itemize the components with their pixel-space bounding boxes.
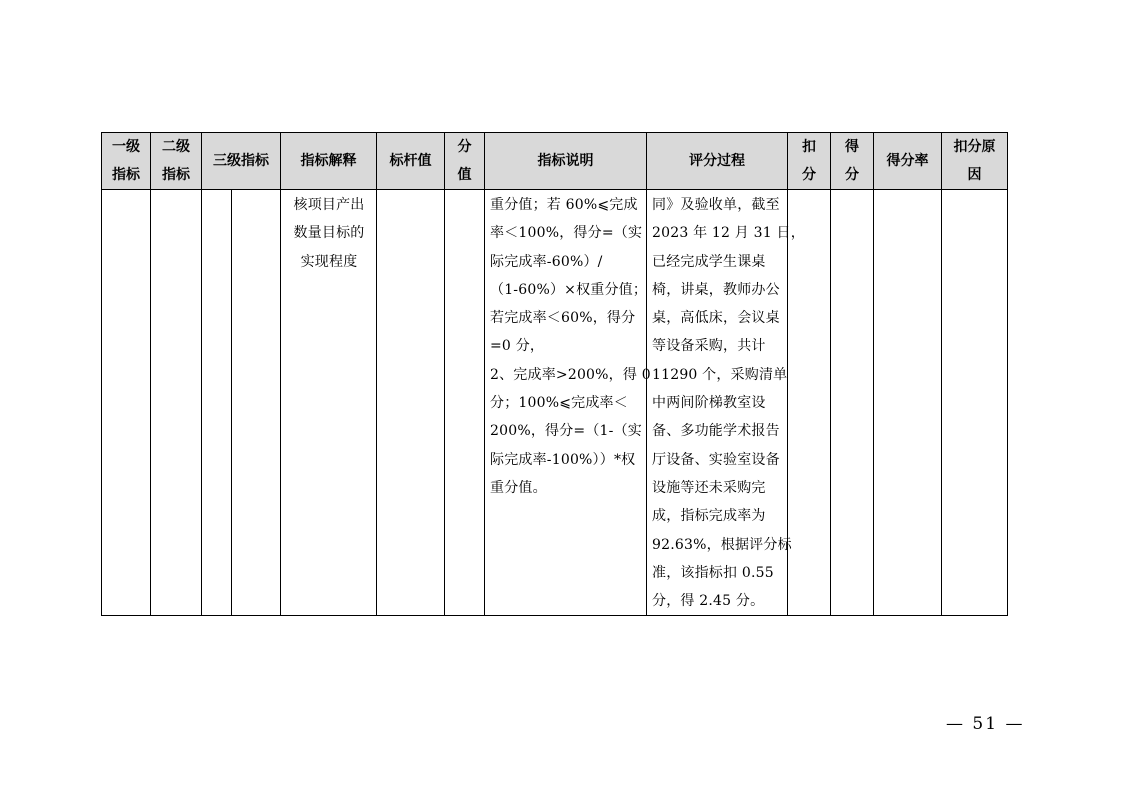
description-line: =0 分， xyxy=(490,338,545,355)
cell-obtained xyxy=(831,190,874,616)
cell-level1 xyxy=(102,190,151,616)
cell-score-value xyxy=(445,190,485,616)
header-benchmark-value: 标杆值 xyxy=(377,133,445,190)
process-line: 成，指标完成率为 xyxy=(652,508,766,525)
cell-description xyxy=(485,190,651,616)
cell-explanation xyxy=(281,190,377,616)
process-line: 分，得 2.45 分。 xyxy=(652,593,765,610)
explanation-line: 核项目产出 xyxy=(293,197,365,213)
description-line: （1-60%）×权重分值； xyxy=(490,281,648,298)
process-line: 2023 年 12 月 31 日， xyxy=(652,225,805,242)
header-obtained-score: 得 分 xyxy=(831,133,874,190)
process-line: 92.63%，根据评分标 xyxy=(652,536,792,553)
description-text xyxy=(485,190,651,502)
header-deduction-reason: 扣分原 因 xyxy=(942,133,1008,190)
process-line: 已经完成学生课桌 xyxy=(652,253,766,270)
header-indicator-explanation: 指标解释 xyxy=(281,133,377,190)
explanation-text xyxy=(281,190,376,276)
process-line: 桌，高低床，会议桌 xyxy=(652,310,780,327)
description-line: 若完成率＜60%，得分 xyxy=(490,310,636,327)
cell-level2 xyxy=(151,190,202,616)
cell-benchmark xyxy=(377,190,445,616)
header-row xyxy=(102,133,1008,190)
process-line: 等设备采购，共计 xyxy=(652,338,766,355)
header-score-value: 分 值 xyxy=(445,133,485,190)
header-level1-indicator: 一级 指标 xyxy=(102,133,151,190)
cell-reason xyxy=(942,190,1008,616)
page-number: — 51 — xyxy=(946,714,1025,734)
process-line: 同》及验收单，截至 xyxy=(652,197,780,213)
cell-level3-b xyxy=(232,190,281,616)
cell-level3-a xyxy=(202,190,232,616)
process-text xyxy=(647,190,805,615)
description-line: 重分值；若 60%⩽完成 xyxy=(490,197,638,213)
cell-deduction xyxy=(788,190,831,616)
process-line: 椅，讲桌，教师办公 xyxy=(652,281,780,298)
explanation-line: 数量目标的 xyxy=(293,225,365,242)
description-line: 2、完成率>200%，得 0 xyxy=(490,366,651,383)
table-row xyxy=(102,190,1008,616)
evaluation-table xyxy=(101,132,1008,616)
header-deduction: 扣 分 xyxy=(788,133,831,190)
description-line: 重分值。 xyxy=(490,479,547,496)
cell-rate xyxy=(874,190,942,616)
process-line: 设施等还未采购完 xyxy=(652,479,766,496)
process-line: 11290 个，采购清单 xyxy=(652,366,788,383)
explanation-line: 实现程度 xyxy=(300,253,358,270)
description-line: 200%，得分=（1-（实 xyxy=(490,423,642,440)
process-line: 准，该指标扣 0.55 xyxy=(652,564,774,581)
description-line: 分；100%⩽完成率＜ xyxy=(490,395,628,412)
description-line: 际完成率-100%））*权 xyxy=(490,451,636,468)
header-level2-indicator: 二级 指标 xyxy=(151,133,202,190)
header-score-rate: 得分率 xyxy=(874,133,942,190)
header-indicator-description: 指标说明 xyxy=(485,133,647,190)
header-level3-indicator: 三级指标 xyxy=(202,133,281,190)
description-line: 率＜100%，得分=（实 xyxy=(490,225,643,242)
cell-process xyxy=(647,190,805,616)
process-line: 备、多功能学术报告 xyxy=(652,423,780,440)
process-line: 中两间阶梯教室设 xyxy=(652,395,766,412)
process-line: 厅设备、实验室设备 xyxy=(652,451,780,468)
header-scoring-process: 评分过程 xyxy=(647,133,788,190)
description-line: 际完成率-60%）/ xyxy=(490,253,603,270)
